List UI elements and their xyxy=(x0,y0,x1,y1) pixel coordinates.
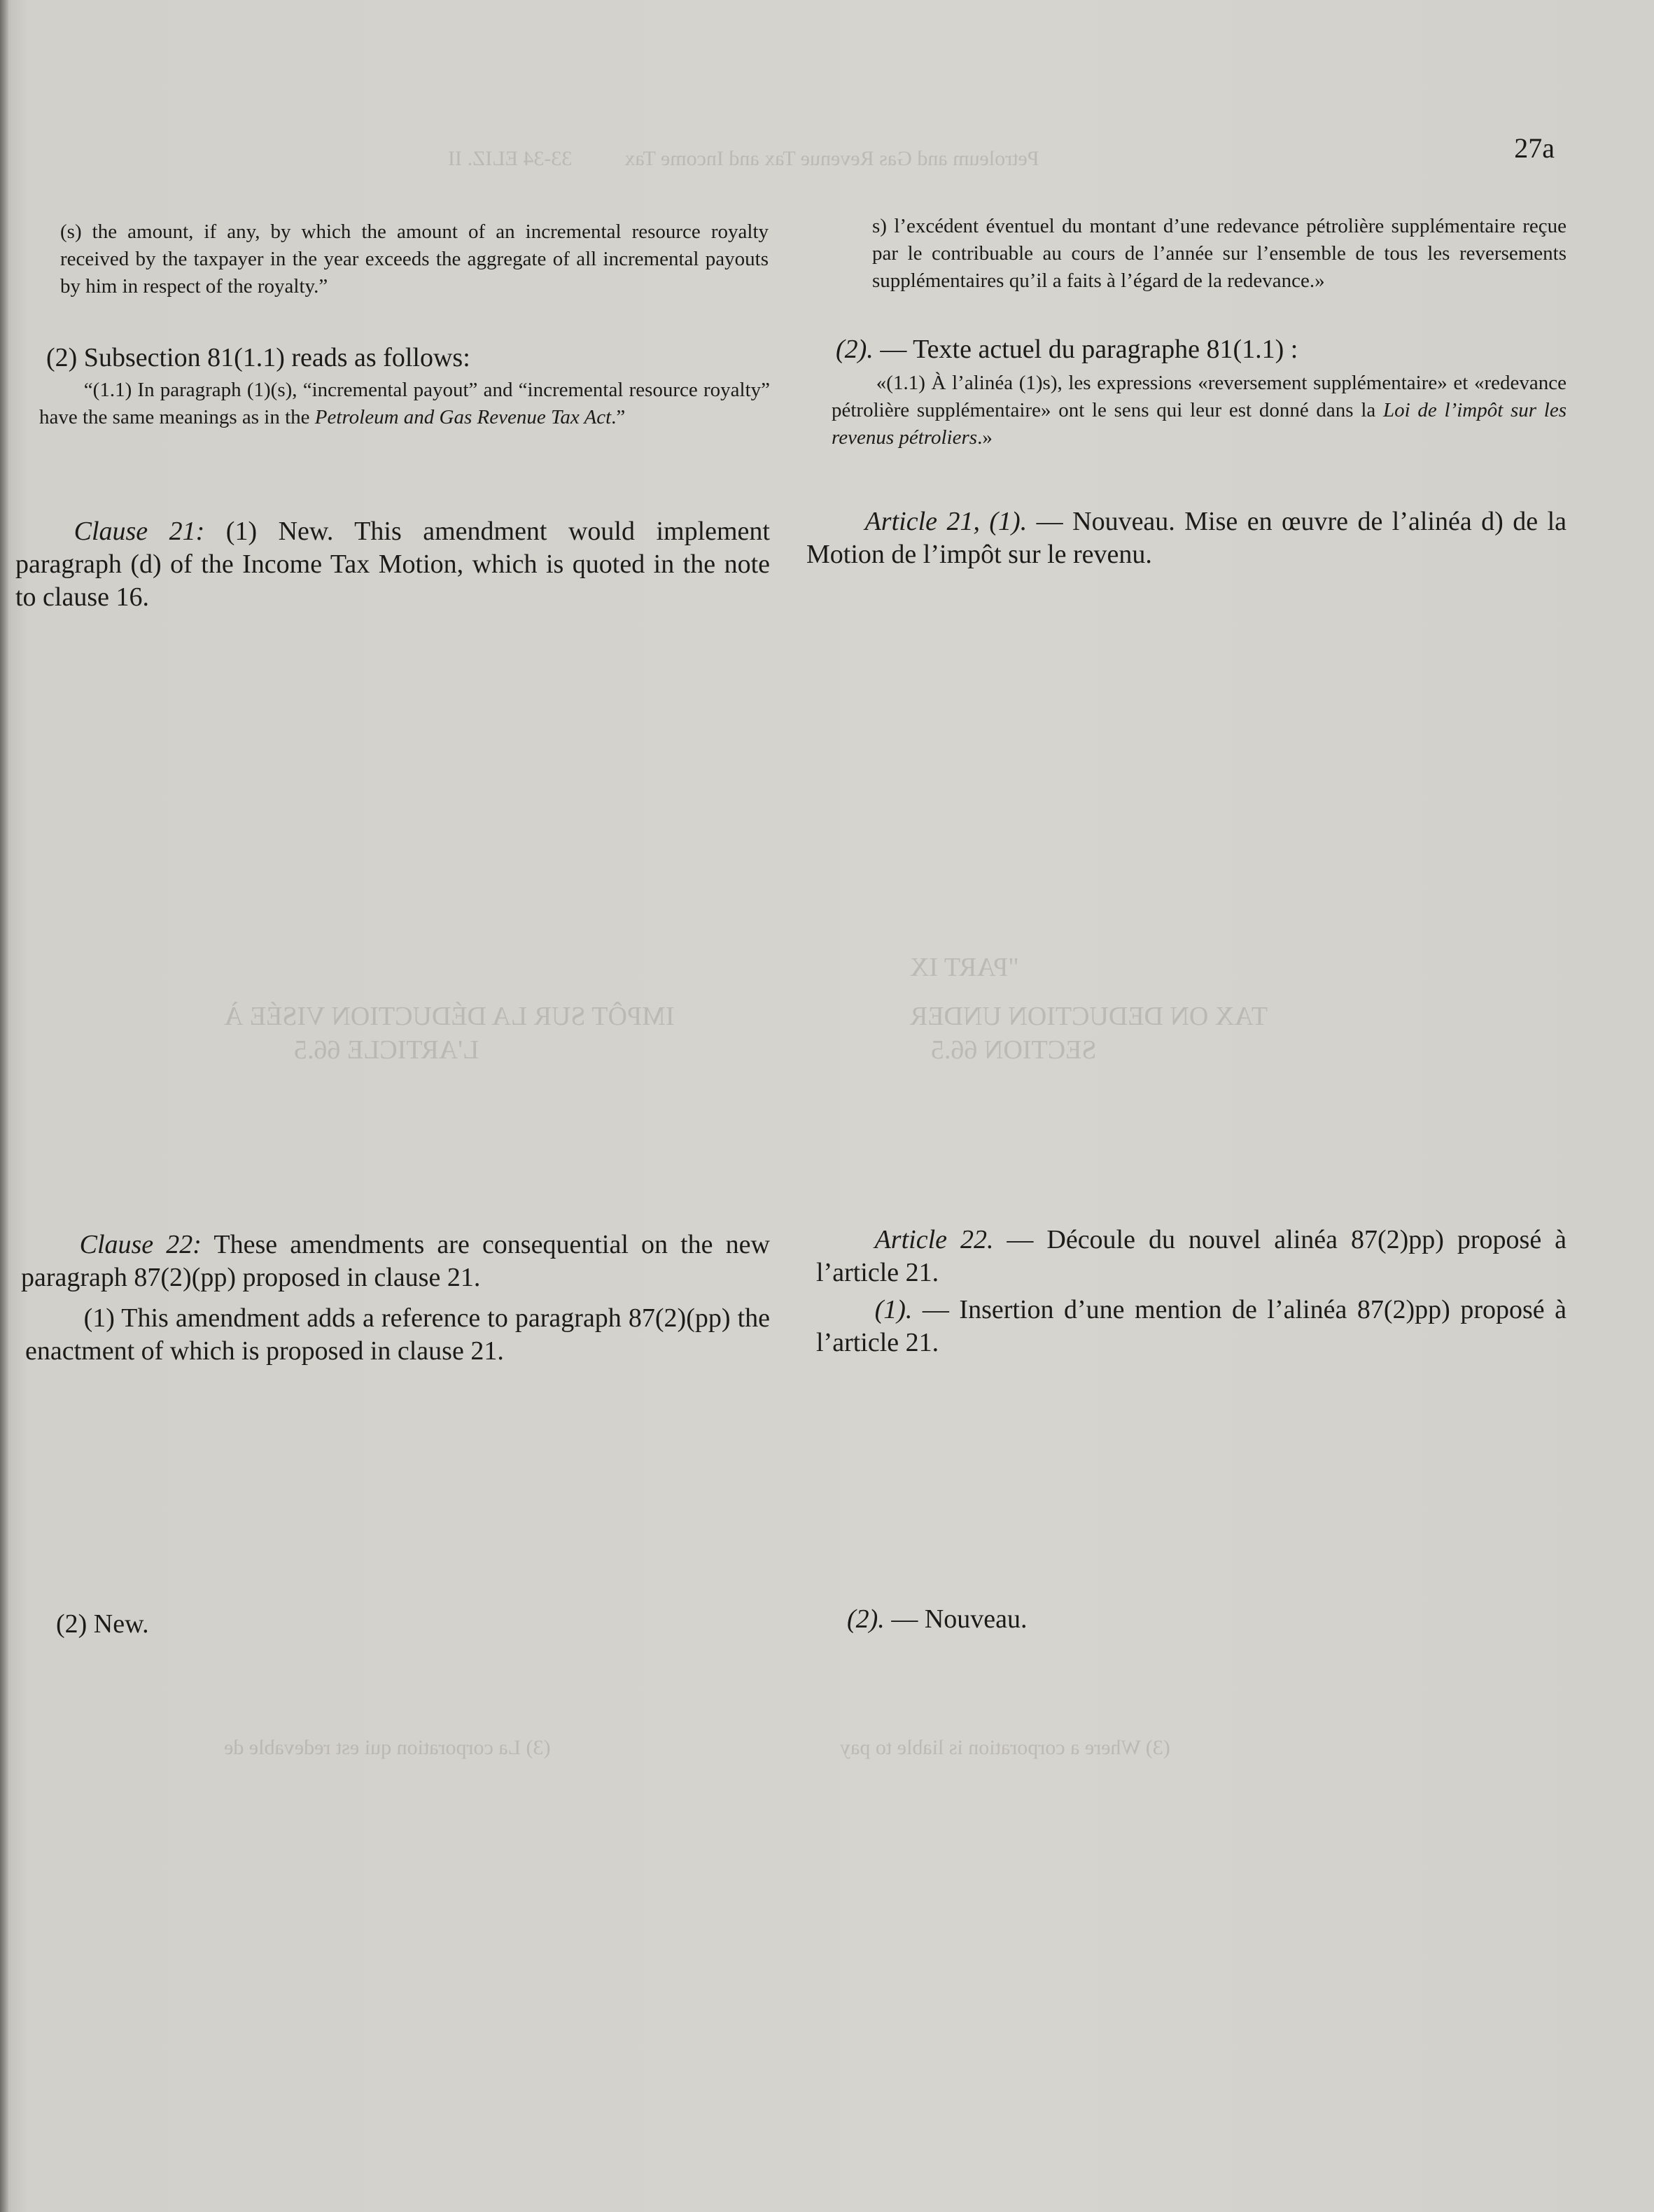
right-subsection-text: — Texte actuel du paragraphe 81(1.1) : xyxy=(873,335,1298,364)
right-subsection-heading xyxy=(836,333,1567,366)
clause-21-text: (1) New. This amendment would implement paragraph (d) of the Income Tax Motion, which is quoted in the note to clause 16. xyxy=(15,517,770,612)
clause-21-label: Clause 21: xyxy=(73,517,205,546)
article-22-1-text: — Insertion d’une mention de l’alinéa 87(2)pp) proposé à l’article 21. xyxy=(816,1295,1567,1357)
left-quote-act: Petroleum and Gas Revenue Tax Act xyxy=(314,406,612,428)
left-clause-22 xyxy=(21,1228,770,1294)
right-article-22 xyxy=(816,1224,1567,1289)
right-quote-text: «(1.1) À l’alinéa (1)s), les expressions «reversement supplémentaire» et «redevance pétrolière supplémentaire» ont le sens qui leur est donné dans la xyxy=(832,372,1567,421)
clause-22-label: Clause 22: xyxy=(79,1230,202,1259)
binding-shadow xyxy=(0,0,8,2212)
left-clause-22-1 xyxy=(25,1302,770,1368)
bleed-through-decoration: SECTION 66.5 xyxy=(931,1035,1097,1065)
page-number: 27a xyxy=(1514,132,1555,164)
right-subsection-label: (2). xyxy=(836,335,874,364)
article-22-1-label: (1). xyxy=(874,1295,913,1324)
bleed-through-decoration: (3) La corporation qui est redevable de xyxy=(224,1736,551,1759)
left-quote-1-1 xyxy=(39,377,770,431)
clause-22-1-text: (1) This amendment adds a reference to paragraph 87(2)(pp) the enactment of which is proposed in clause 21. xyxy=(25,1303,770,1366)
article-21-label: Article 21, (1). xyxy=(864,507,1028,536)
bleed-through-decoration: L'ARTICLE 66.5 xyxy=(294,1035,479,1065)
clause-22-text: These amendments are consequential on the new paragraph 87(2)(pp) proposed in clause 21. xyxy=(21,1230,770,1292)
right-quote-1-1 xyxy=(832,370,1567,451)
bleed-through-decoration: IMPÔT SUR LA DÉDUCTION VISÉE À xyxy=(224,1002,675,1031)
bleed-through-decoration: (3) Where a corporation is liable to pay xyxy=(840,1736,1170,1759)
left-subsection-heading: (2) Subsection 81(1.1) reads as follows: xyxy=(46,343,470,372)
right-article-21 xyxy=(806,505,1567,571)
right-article-22-1 xyxy=(816,1294,1567,1359)
article-22-2-text: — Nouveau. xyxy=(884,1604,1028,1634)
left-quote-text: “(1.1) In paragraph (1)(s), “incremental payout” and “incremental resource royalty” have the same meanings as in the xyxy=(39,379,770,428)
right-s-paragraph: s) l’excédent éventuel du montant d’une redevance pétrolière supplémentaire reçue par le contribuable au cours de l’année sur l’ensemble de tous les reversements supplémentaires qu’il a faits à l’égard de la redevance.» xyxy=(872,215,1567,292)
bleed-through-decoration: "PART IX xyxy=(910,953,1019,982)
right-quote-end: .» xyxy=(977,426,993,449)
left-s-paragraph: (s) the amount, if any, by which the amount of an incremental resource royalty received by the taxpayer in the year exceeds the aggregate of all incremental payouts by him in respect of the royalty.” xyxy=(60,220,769,298)
right-article-22-2 xyxy=(847,1603,1337,1636)
article-22-text: — Découle du nouvel alinéa 87(2)pp) proposé à l’article 21. xyxy=(816,1225,1567,1287)
left-quote-end: .” xyxy=(611,406,626,428)
bleed-through-decoration: TAX ON DEDUCTION UNDER xyxy=(910,1002,1268,1031)
left-clause-22-2: (2) New. xyxy=(56,1609,149,1639)
article-21-text: — Nouveau. Mise en œuvre de l’alinéa d) de la Motion de l’impôt sur le revenu. xyxy=(806,507,1567,569)
left-clause-21 xyxy=(15,515,770,614)
article-22-2-label: (2). xyxy=(847,1604,885,1634)
bleed-through-decoration: Petroleum and Gas Revenue Tax and Income Tax 33-34 ELIZ. II xyxy=(448,147,1039,170)
right-quote-act: Loi de l’impôt sur les revenus pétroliers xyxy=(832,399,1567,449)
article-22-label: Article 22. xyxy=(874,1225,994,1254)
